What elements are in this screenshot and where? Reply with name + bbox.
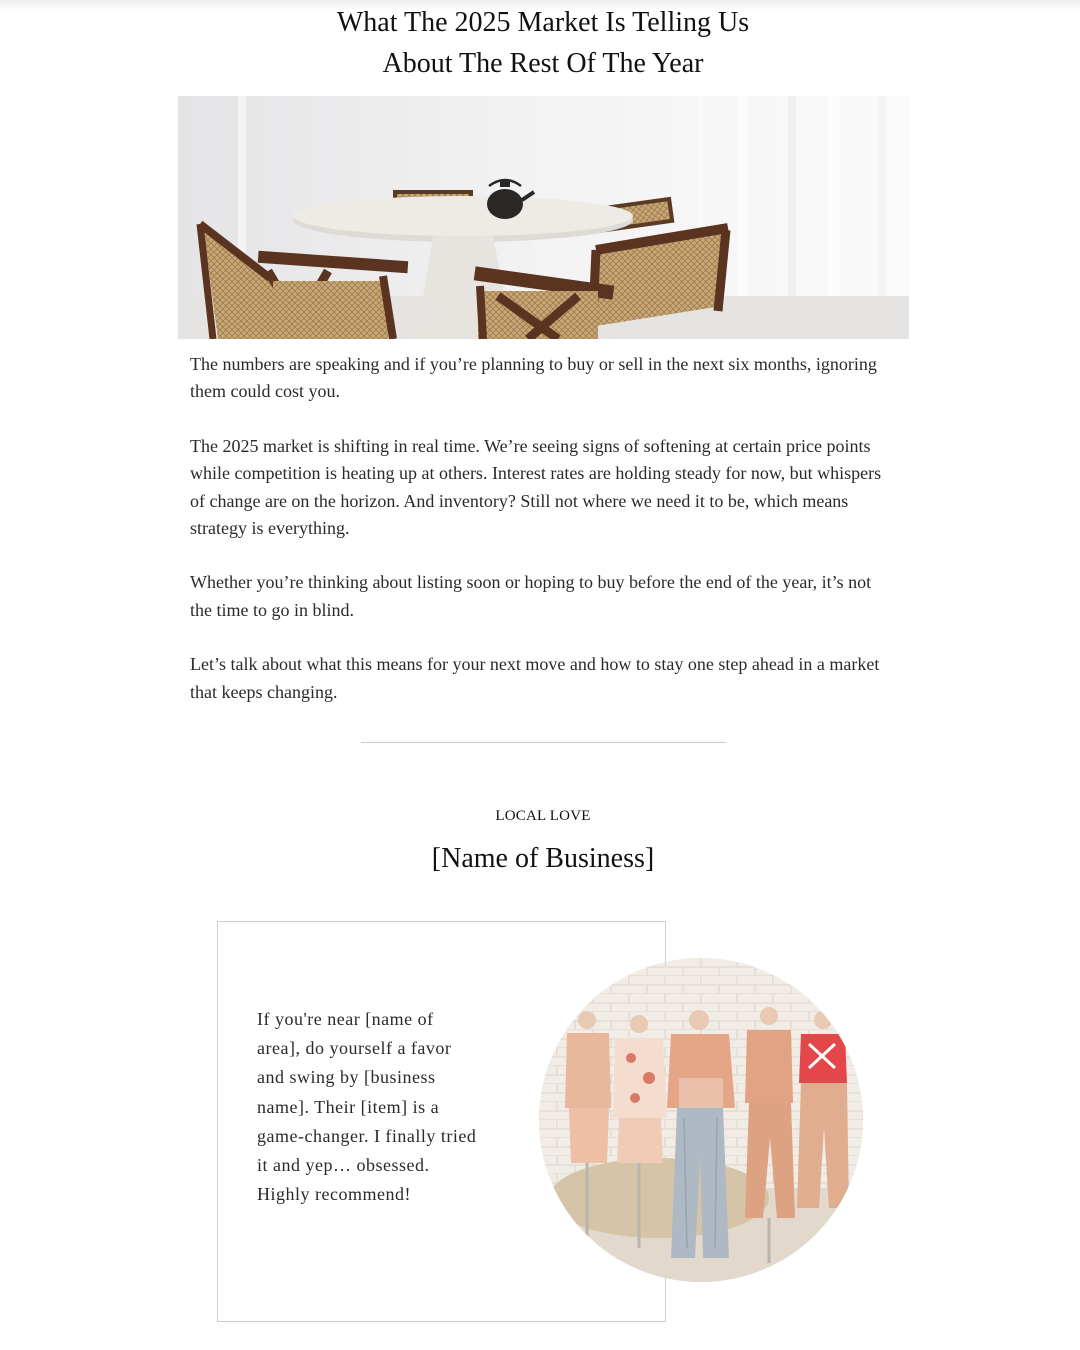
article-title-line-1: What The 2025 Market Is Telling Us (336, 7, 750, 38)
article-paragraph-2: The 2025 market is shifting in real time. We’re seeing signs of softening at certain price points while competition is heating up at others. Interest rates are holding steady for now, but whispers of change are on the horizon. And inventory? Still not where we need it to be, which means strategy is everything. (190, 435, 882, 539)
article-paragraph-4: Let’s talk about what this means for your next move and how to stay one step ahead in a market that keeps changing. (190, 654, 880, 702)
hero-image-dining-room (178, 96, 909, 339)
section-divider (361, 742, 726, 743)
article-title-line-2: About The Rest Of The Year (382, 48, 704, 79)
article-paragraph-3: Whether you’re thinking about listing soon or hoping to buy before the end of the year, it’s not the time to go in blind. (190, 572, 872, 620)
section-eyebrow: LOCAL LOVE (495, 808, 591, 824)
article-title (0, 2, 1080, 84)
business-name-heading: [Name of Business] (431, 843, 655, 874)
article-paragraph-1: The numbers are speaking and if you’re planning to buy or sell in the next six months, ignoring them could cost you. (190, 354, 877, 402)
article-body (190, 351, 890, 733)
review-text: If you're near [name of area], do yourself a favor and swing by [business name]. Their [item] is a game-changer. I finally tried it and yep… obsessed. Highly recommend! (257, 1009, 477, 1205)
boutique-mannequins-photo (539, 958, 863, 1282)
